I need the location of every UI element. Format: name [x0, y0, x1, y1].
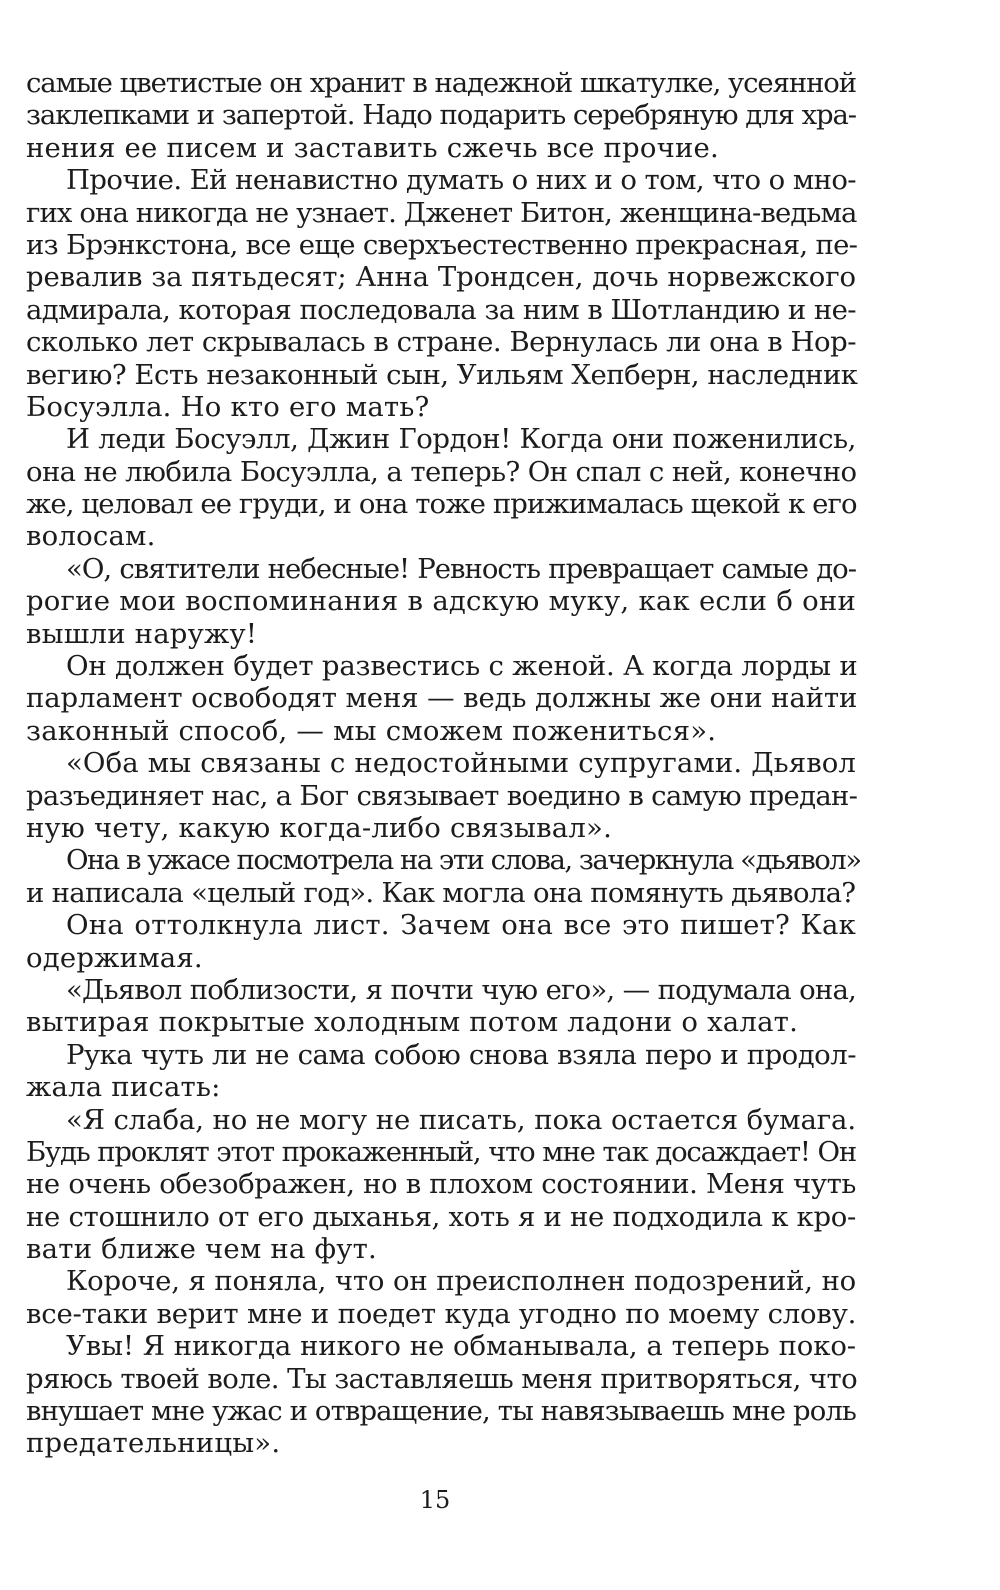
text-line: вати ближе чем на фут.: [26, 1233, 377, 1266]
text-line: разъединяет нас, а Бог связывает воедино в самую предан-: [26, 779, 858, 812]
text-line: вышли наружу!: [26, 617, 258, 650]
text-line: ную чету, какую когда-либо связывал».: [26, 811, 613, 844]
text-line: «О, святители небесные! Ревность превращает самые до-: [66, 552, 856, 585]
text-line: ревалив за пятьдесят; Анна Трондсен, дочь норвежского: [26, 261, 856, 294]
text-line: И леди Босуэлл, Джин Гордон! Когда они поженились,: [66, 423, 856, 456]
text-line: адмирала, которая последовала за ним в Шотландию и не-: [26, 293, 856, 326]
text-line: не очень обезображен, но в плохом состоянии. Меня чуть: [26, 1168, 856, 1201]
text-line: вегию? Есть незаконный сын, Уильям Хепберн, наследник: [26, 358, 858, 391]
text-line: самые цветистые он хранит в надежной шкатулке, усеянной: [26, 67, 856, 99]
text-line: волосам.: [26, 520, 156, 553]
text-line: «Оба мы связаны с недостойными супругами. Дьявол: [66, 747, 856, 780]
text-line: и написала «целый год». Как могла она помянуть дьявола?: [26, 876, 856, 909]
text-line: ряюсь твоей воле. Ты заставляешь меня притворяться, что: [26, 1362, 858, 1395]
text-line: предательницы».: [26, 1427, 281, 1460]
text-line: гих она никогда не узнает. Дженет Битон, женщина-ведьма: [26, 196, 857, 229]
text-line: «Я слаба, но не могу не писать, пока остается бумага.: [66, 1103, 856, 1136]
text-line: Прочие. Ей ненавистно думать о них и о том, что о мно-: [66, 164, 856, 197]
text-line: Она в ужасе посмотрела на эти слова, зачеркнула «дьявол»: [66, 844, 861, 877]
text-line: нения ее писем и заставить сжечь все прочие.: [26, 131, 719, 164]
text-line: вытирая покрытые холодным потом ладони о халат.: [26, 1006, 799, 1039]
text-line: внушает мне ужас и отвращение, ты навязываешь мне роль: [26, 1395, 856, 1428]
text-line: из Брэнкстона, все еще сверхъестественно прекрасная, пе-: [26, 228, 858, 261]
text-line: парламент освободят меня — ведь должны же они найти: [26, 682, 858, 715]
text-line: Он должен будет развестись с женой. А когда лорды и: [66, 650, 858, 683]
text-line: одержимая.: [26, 941, 203, 974]
text-line: Босуэлла. Но кто его мать?: [26, 390, 430, 423]
text-line: она не любила Босуэлла, а теперь? Он спал с ней, конечно: [26, 455, 857, 488]
text-line: законный способ, — мы сможем пожениться».: [26, 714, 717, 747]
text-line: «Дьявол поблизости, я почти чую его», — подумала она,: [66, 973, 856, 1006]
text-line: сколько лет скрывалась в стране. Вернулась ли она в Нор-: [26, 326, 856, 359]
text-line: Короче, я поняла, что он преисполнен подозрений, но: [66, 1265, 856, 1298]
text-line: Увы! Я никогда никого не обманывала, а теперь поко-: [66, 1330, 856, 1363]
text-line: рогие мои воспоминания в адскую муку, как если б они: [26, 585, 856, 618]
body-text: [26, 67, 861, 1460]
text-line: Она оттолкнула лист. Зачем она все это пишет? Как: [66, 909, 856, 942]
text-line: же, целовал ее груди, и она тоже прижималась щекой к его: [26, 488, 857, 521]
text-line: Рука чуть ли не сама собою снова взяла перо и продол-: [66, 1038, 856, 1071]
text-line: не стошнило от его дыханья, хоть я и не подходила к кро-: [26, 1200, 856, 1233]
text-line: жала писать:: [26, 1071, 221, 1104]
page-number: 15: [419, 1486, 451, 1514]
text-line: Будь проклят этот прокаженный, что мне так досаждает! Он: [26, 1135, 856, 1168]
text-line: все-таки верит мне и поедет куда угодно по моему слову.: [26, 1297, 857, 1330]
text-line: заклепками и запертой. Надо подарить серебряную для хра-: [26, 99, 856, 132]
